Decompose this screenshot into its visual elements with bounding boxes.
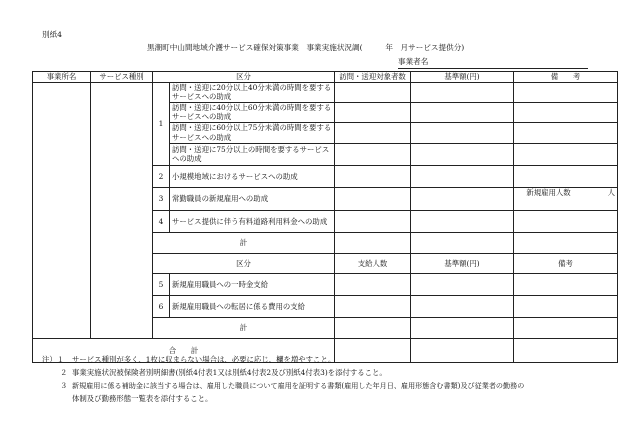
remarks-cell[interactable] bbox=[514, 102, 618, 122]
base-amount-cell[interactable] bbox=[411, 165, 514, 187]
grand-total-label: 合 計 bbox=[33, 338, 335, 362]
base-amount-cell[interactable] bbox=[411, 295, 514, 317]
new-hire-count-note[interactable]: 新規雇用人数 人 bbox=[514, 187, 618, 210]
visit-count-cell[interactable] bbox=[335, 165, 411, 187]
category-label: 新規雇用職員への一時金支給 bbox=[170, 273, 335, 295]
remarks-cell[interactable] bbox=[514, 82, 618, 102]
grand-total-amount-cell[interactable] bbox=[411, 338, 514, 362]
subtotal-amount-cell[interactable] bbox=[411, 232, 514, 253]
implementation-status-table bbox=[32, 71, 618, 363]
note-3-line1: 新規雇用に係る補助金に該当する場合は、雇用した職員について雇用を証明する書類(雇用した年月日、雇用形態含む書類)及び従業者の勤務の bbox=[72, 381, 525, 390]
row-number: 5 bbox=[153, 273, 170, 295]
base-amount-cell[interactable] bbox=[411, 143, 514, 165]
remarks-cell[interactable] bbox=[514, 210, 618, 232]
subtotal-amount-cell[interactable] bbox=[411, 317, 514, 338]
service-type-cell[interactable] bbox=[91, 82, 153, 338]
visit-count-cell[interactable] bbox=[335, 102, 411, 122]
remarks-cell[interactable] bbox=[514, 122, 618, 143]
subtotal-count-cell[interactable] bbox=[335, 317, 411, 338]
base-amount-cell[interactable] bbox=[411, 273, 514, 295]
header-category: 区分 bbox=[153, 72, 335, 83]
category-label: 新規雇用職員への転居に係る費用の支給 bbox=[170, 295, 335, 317]
note-3-number: ３ bbox=[60, 381, 68, 390]
base-amount-cell[interactable] bbox=[411, 122, 514, 143]
remarks-cell[interactable] bbox=[514, 165, 618, 187]
base-amount-cell[interactable] bbox=[411, 210, 514, 232]
payment-count-cell[interactable] bbox=[335, 273, 411, 295]
header-visit-count: 訪問・送迎対象者数 bbox=[335, 72, 411, 83]
visit-count-cell[interactable] bbox=[335, 82, 411, 102]
visit-count-cell[interactable] bbox=[335, 210, 411, 232]
remarks-cell[interactable] bbox=[514, 143, 618, 165]
subtotal-label: 計 bbox=[153, 317, 335, 338]
header-remarks-2: 備考 bbox=[514, 253, 618, 273]
header-service-type: サービス種別 bbox=[91, 72, 153, 83]
header-remarks: 備 考 bbox=[514, 72, 618, 83]
office-name-label: 事業者名 bbox=[398, 57, 429, 66]
subtotal-label: 計 bbox=[153, 232, 335, 253]
category-label: 訪問・送迎に60分以上75分未満の時間を要するサービスへの助成 bbox=[170, 122, 335, 143]
note-prefix: 注）１ bbox=[42, 355, 65, 364]
office-name-underline bbox=[398, 68, 588, 69]
category-label: 訪問・送迎に40分以上60分未満の時間を要するサービスへの助成 bbox=[170, 102, 335, 122]
base-amount-cell[interactable] bbox=[411, 82, 514, 102]
row-number: 2 bbox=[153, 165, 170, 187]
note-3-line2: 体制及び勤務形態一覧表を添付すること。 bbox=[72, 394, 213, 403]
office-name-cell[interactable] bbox=[33, 82, 91, 338]
note-2-number: ２ bbox=[60, 368, 68, 377]
header-office-name: 事業所名 bbox=[33, 72, 91, 83]
note-1: サービス種別が多く、1枚に収まらない場合は、必要に応じ、欄を増やすこと。 bbox=[72, 355, 336, 364]
visit-count-cell[interactable] bbox=[335, 187, 411, 210]
visit-count-cell[interactable] bbox=[335, 122, 411, 143]
grand-total-remarks-cell[interactable] bbox=[514, 338, 618, 362]
row-number: 1 bbox=[153, 82, 170, 165]
subtotal-remarks-cell[interactable] bbox=[514, 232, 618, 253]
category-label: 常勤職員の新規雇用への助成 bbox=[170, 187, 335, 210]
remarks-cell[interactable] bbox=[514, 273, 618, 295]
note-2: 事業実施状況被保険者別明細書(別紙4付表1又は別紙4付表2及び別紙4付表3)を添付すること。 bbox=[72, 368, 387, 377]
header-category-2: 区分 bbox=[153, 253, 335, 273]
form-label: 別紙4 bbox=[42, 30, 63, 39]
document-title: 黒潮町中山間地域介護サービス確保対策事業 事業実施状況調( 年 月サービス提供分) bbox=[147, 43, 465, 52]
header-payment-count: 支給人数 bbox=[335, 253, 411, 273]
category-label: 訪問・送迎に20分以上40分未満の時間を要するサービスへの助成 bbox=[170, 82, 335, 102]
base-amount-cell[interactable] bbox=[411, 187, 514, 210]
remarks-cell[interactable] bbox=[514, 295, 618, 317]
row-number: 3 bbox=[153, 187, 170, 210]
row-number: 4 bbox=[153, 210, 170, 232]
payment-count-cell[interactable] bbox=[335, 295, 411, 317]
grand-total-count-cell[interactable] bbox=[335, 338, 411, 362]
subtotal-remarks-cell[interactable] bbox=[514, 317, 618, 338]
category-label: 小規模地域におけるサービスへの助成 bbox=[170, 165, 335, 187]
subtotal-count-cell[interactable] bbox=[335, 232, 411, 253]
visit-count-cell[interactable] bbox=[335, 143, 411, 165]
header-base-amount: 基準額(円) bbox=[411, 72, 514, 83]
category-label: 訪問・送迎に75分以上の時間を要するサービスへの助成 bbox=[170, 143, 335, 165]
base-amount-cell[interactable] bbox=[411, 102, 514, 122]
row-number: 6 bbox=[153, 295, 170, 317]
category-label: サービス提供に伴う有料道路利用料金への助成 bbox=[170, 210, 335, 232]
header-base-amount-2: 基準額(円) bbox=[411, 253, 514, 273]
